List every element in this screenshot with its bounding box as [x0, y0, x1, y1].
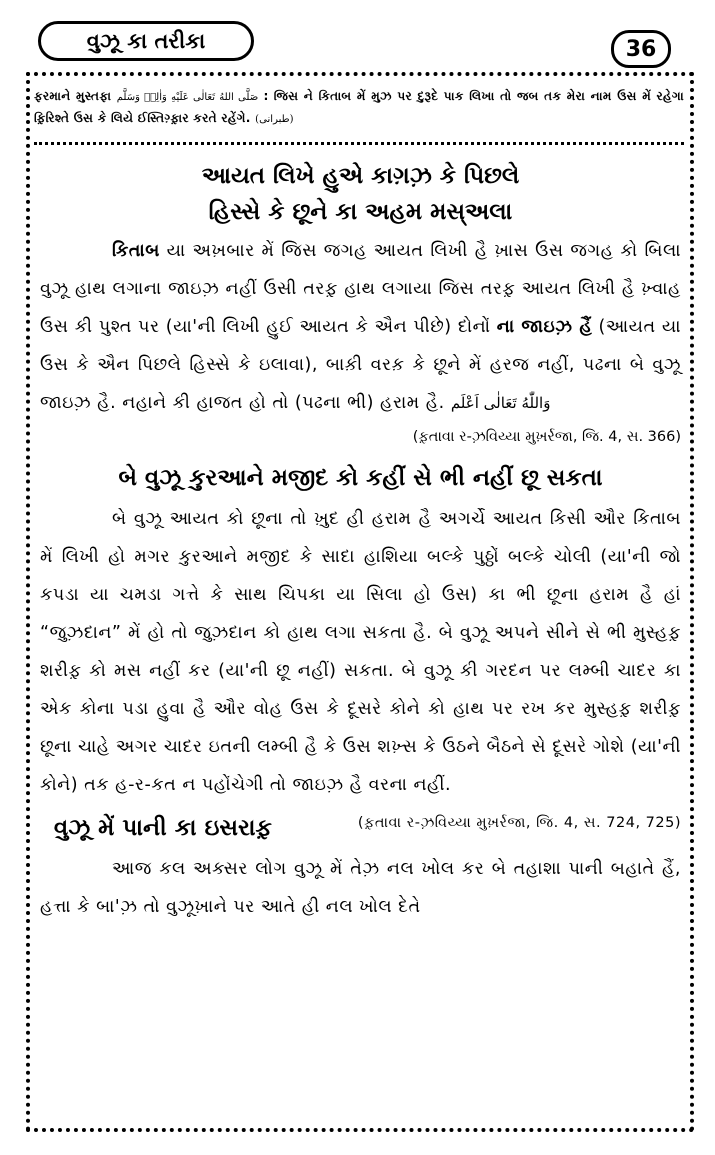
section3-heading: વુઝૂ મેં પાની કા ઇસરાફ઼	[53, 815, 272, 841]
section1-heading-line2: હિસ્સે કે છૂને કા અહમ મસ્અલા	[208, 199, 513, 225]
section1-text-part1: યા અખ઼બાર મેં જિસ જગહ આયત લિખી હૈ ખ઼ાસ ઉસ જગહ કો બિલા વુઝૂ હાથ લગાના જાઇઝ઼ નહીં ઉસી તરફ઼ હાથ લગાયા જિસ તરફ઼ આયત લિખી હૈ ખ઼્વાહ ઉસ કી પુશ્ત પર (યા'ની લિખી હુઈ આયત કે ઐન પીછે) દોનોં	[40, 241, 681, 337]
closing-phrase: وَاللّٰهُ تَعَالٰی اَعْلَم	[450, 394, 551, 412]
section1-paragraph	[40, 232, 681, 422]
hadith-box	[34, 86, 684, 136]
section1-text-part2: (આયત યા ઉસ કે ઐન પિછલે હિસ્સે કે ઇલાવા), બાક઼ી વરક઼ કે છૂને મેં હરજ નહીં, પઢના બે વુઝૂ જાઇઝ઼ હૈ. નહાને કી હાજત હો તો (પઢના ભી) હરામ હૈ.	[40, 317, 681, 413]
section1-heading	[40, 158, 681, 230]
section1-reference: (ફ઼તાવા ર-ઝ઼વિય્યા મુખ઼ર્રજા, જિ. 4, સ. 366)	[412, 429, 681, 445]
hadith-source: (طبرانی)	[255, 114, 294, 125]
page-number: 36	[611, 30, 671, 68]
section2-reference: (ફ઼તાવા ર-ઝ઼વિય્યા મુખ઼ર્રજા, જિ. 4, સ. 724, 725)	[357, 815, 681, 831]
page-body	[40, 152, 681, 926]
section2-heading: બે વુઝૂ કુરઆને મજીદ કો કહીં સે ભી નહીં છૂ સકતા	[118, 465, 603, 491]
hadith-text: : જિસ ને કિતાબ મેં મુઝ પર દુરૂદે પાક લિખા તો જબ તક મેરા નામ ઉસ મેં રહેગા ફ઼િરિશ્તે ઉસ કે લિયે ઈસ્તિગ઼્ફ઼ાર કરતે રહેંગે.	[34, 89, 684, 125]
section1-heading-line1: આયત લિખે હુએ કાગ઼ઝ઼ કે પિછલે	[201, 163, 520, 189]
salawat-calligraphy: صَلَّى اللهُ تَعَالٰى عَلَيْهِ وَاٰلِهٖ وَسَلَّم	[116, 92, 259, 103]
section1-bold-lead: કિતાબ	[112, 241, 160, 261]
section3-paragraph: આજ કલ અક્સર લોગ વુઝૂ મેં તેઝ઼ નલ ખોલ કર બે તહાશા પાની બહાતે હૈં, હત્તા કે બા'ઝ઼ તો વુઝૂખ઼ાને પર આતે હી નલ ખોલ દેતે	[40, 859, 681, 917]
dotted-divider	[34, 142, 684, 145]
chapter-title: વુઝૂ કા તરીકા	[38, 21, 254, 61]
section2-text: બે વુઝૂ આયત કો છૂના તો ખ઼ુદ હી હરામ હૈ અગર્ચે આયત કિસી ઔર કિતાબ મેં લિખી હો મગર કુરઆને મજીદ કે સાદા હાશિયા બલ્કે પુઠ્ઠોં બલ્કે ચોલી (યા'ની જો કપડા યા ચમડા ગત્તે કે સાથ ચિપકા યા સિલા હો ઉસ) કા ભી છૂના હરામ હૈ હાં “જુઝ઼દાન” મેં હો તો જુઝ઼દાન કો હાથ લગા સકતા હૈ. બે વુઝૂ અપને સીને સે ભી મુસ્હફ઼ શરીફ઼ કો મસ નહીં કર (યા'ની છૂ નહીં) સકતા. બે વુઝૂ કી ગરદન પર લમ્બી ચાદર કા એક કોના પડા હુવા હૈ ઔર વોહ ઉસ કે દૂસરે કોને કો હાથ પર રખ કર મુસ્હફ઼ શરીફ઼ છૂના ચાહે અગર ચાદર ઇતની લમ્બી હૈ કે ઉસ શખ઼્સ કે ઉઠને બૈઠને સે દૂસરે ગોશે (યા'ની કોને) તક હ-ર-કત ન પહોંચેગી તો જાઇઝ઼ હૈ વરના નહીં.	[40, 509, 681, 795]
hadith-lead: ફરમાને મુસ્તફા	[34, 89, 112, 103]
section1-bold-ruling: ના જાઇઝ઼ હૈં	[496, 317, 593, 337]
